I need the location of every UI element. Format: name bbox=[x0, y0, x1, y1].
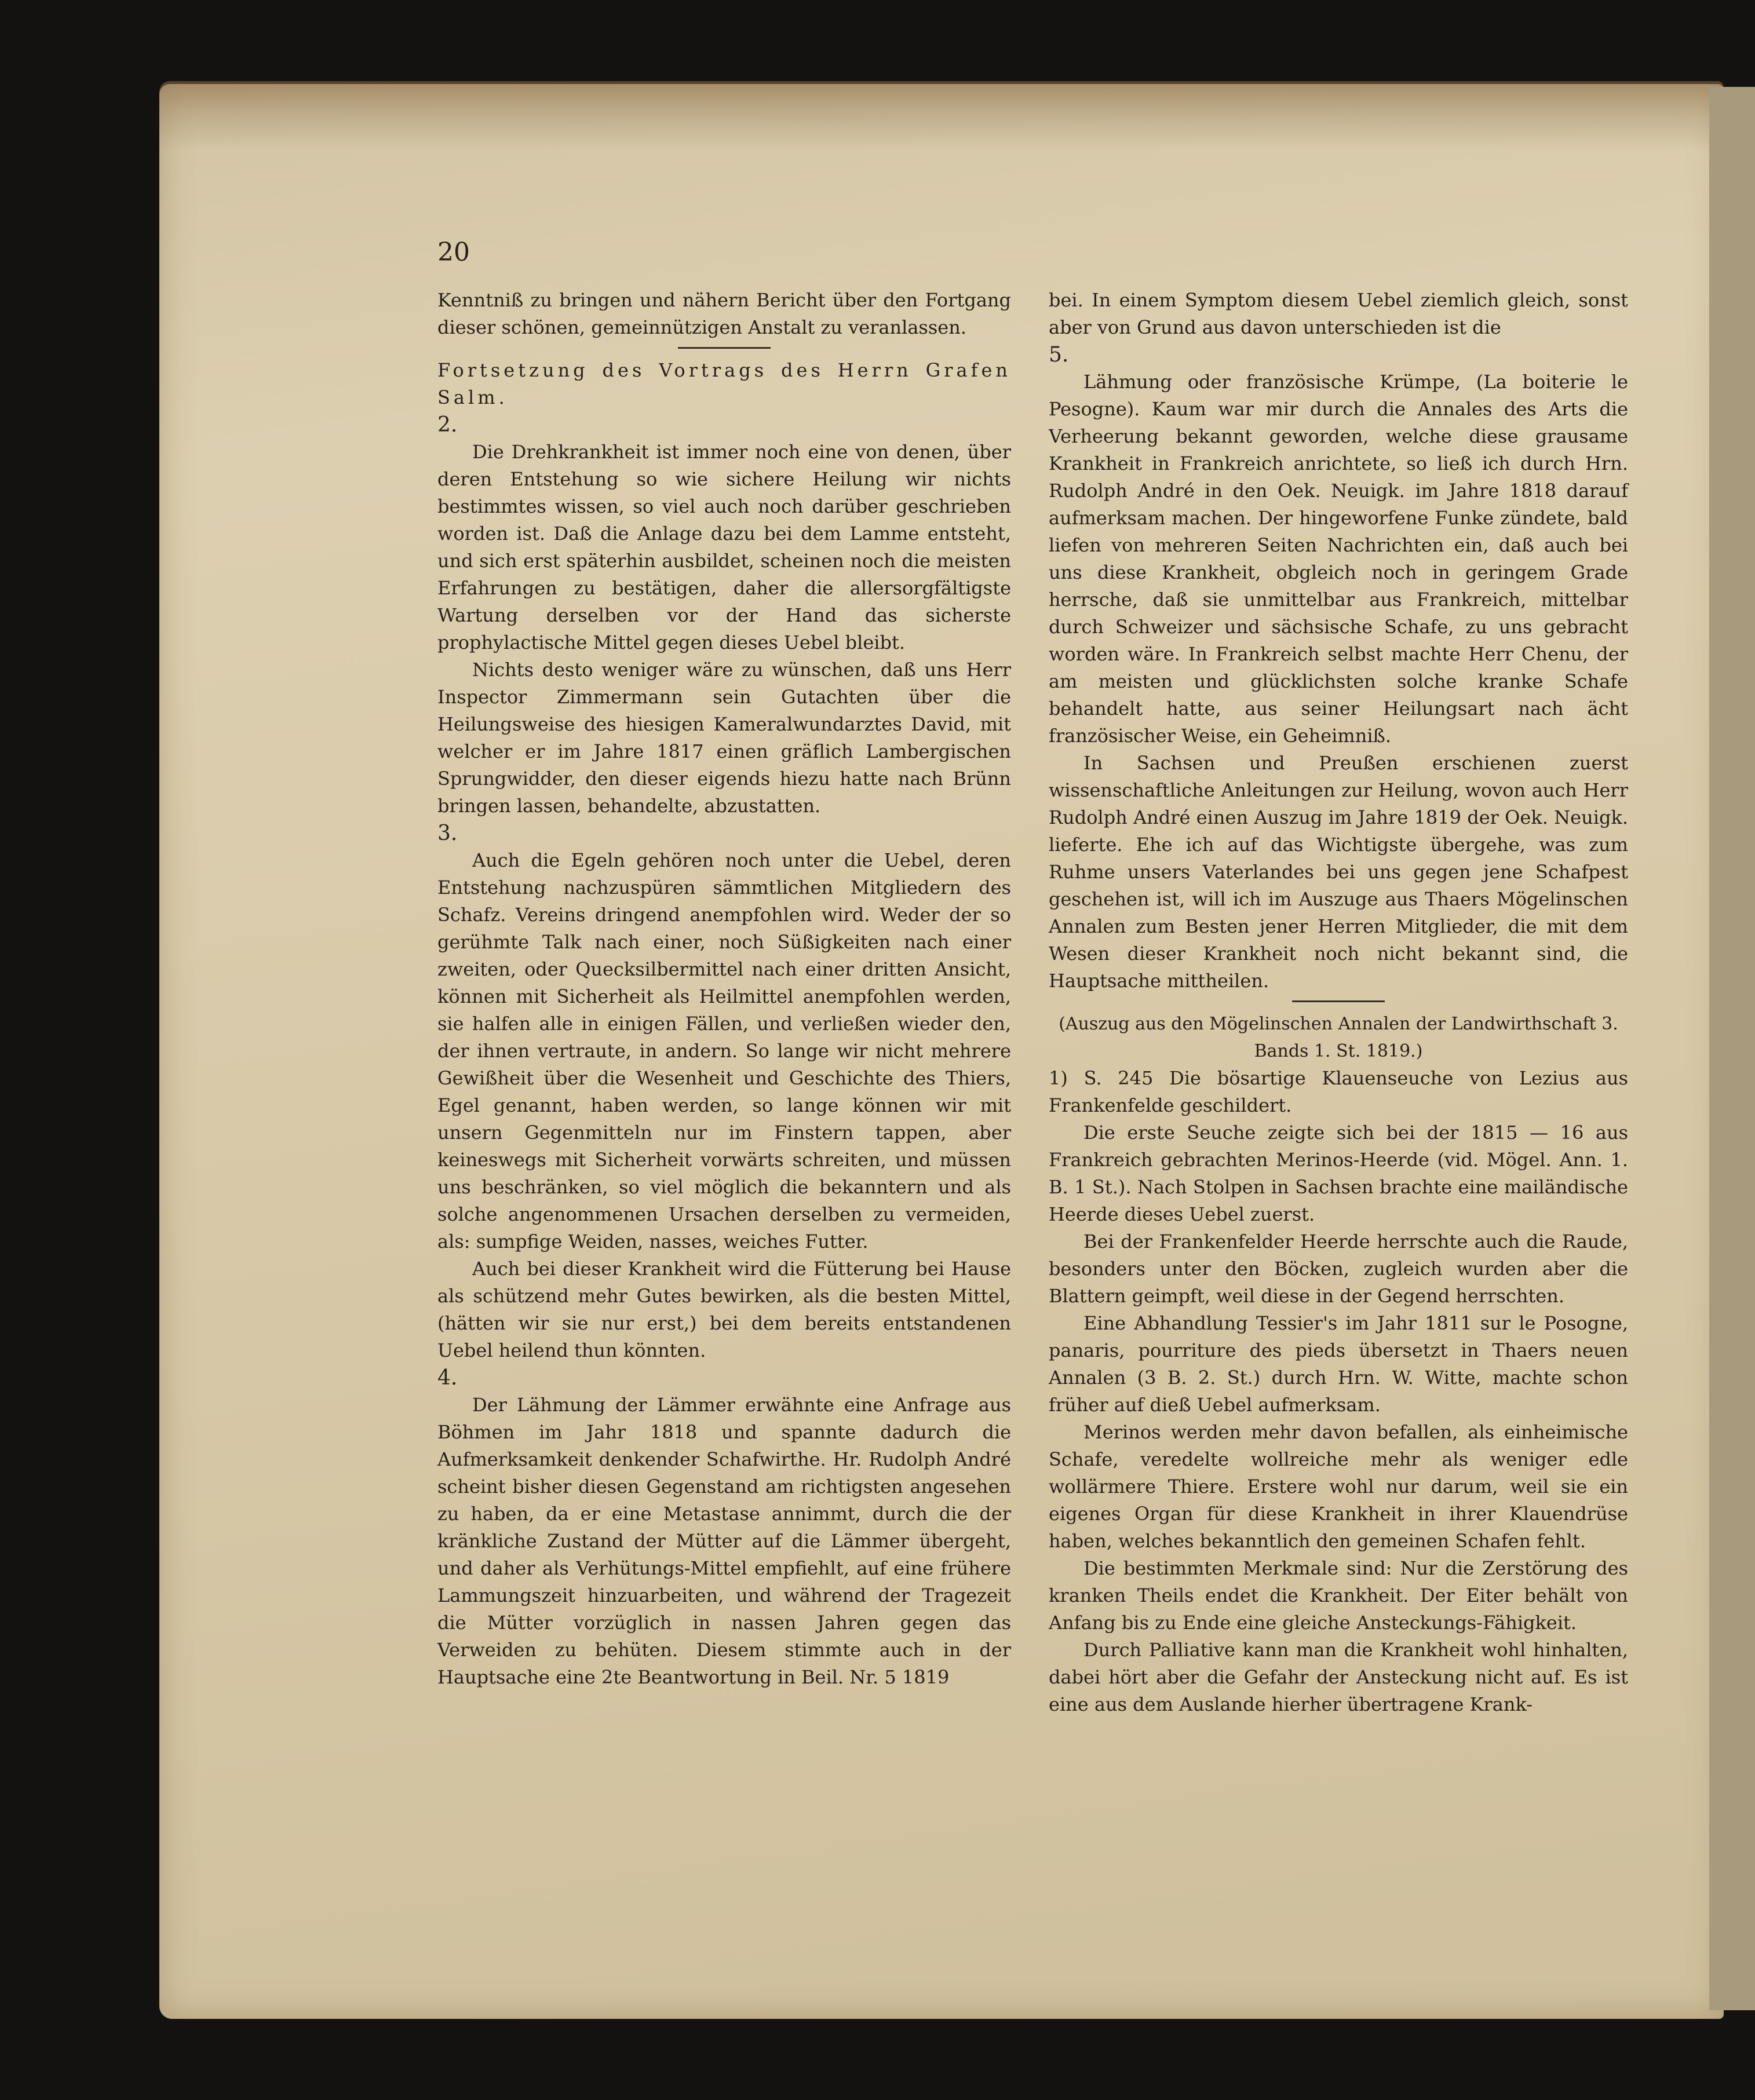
paragraph: Bei der Frankenfelder Heerde herrschte auch die Raude, besonders unter den Böcken, zugleich wurden aber die Blattern geimpft, weil diese in der Gegend herrschten. bbox=[1049, 1230, 1628, 1307]
paragraph: Merinos werden mehr davon befallen, als einheimische Schafe, veredelte wollreiche mehr als weniger edle wollärmere Thiere. Erstere wohl nur darum, weil sie ein eigenes Organ für diese Krankheit in ihrer Klauendrüse haben, welches bekanntlich den gemeinen Schafen fehlt. bbox=[1049, 1421, 1628, 1552]
paragraph: Eine Abhandlung Tessier's im Jahr 1811 sur le Posogne, panaris, pourriture des pieds übersetzt in Thaers neuen Annalen (3 B. 2. St.) durch Hrn. W. Witte, machte schon früher auf dieß Uebel aufmerksam. bbox=[1049, 1312, 1628, 1416]
facing-page-edge bbox=[1709, 87, 1755, 2010]
source-citation: (Auszug aus den Mögelinschen Annalen der Landwirthschaft 3. Bands 1. St. 1819.) bbox=[1059, 1014, 1618, 1061]
section-number: 3. bbox=[437, 821, 458, 845]
section-number: 2. bbox=[437, 413, 458, 437]
paragraph: Nichts desto weniger wäre zu wünschen, daß uns Herr Inspector Zimmermann sein Gutachten über die Heilungsweise des hiesigen Kameralwundarztes David, mit welcher er im Jahre 1817 einen gräflich Lambergischen Sprungwidder, den dieser eigends hiezu hatte nach Brünn bringen lassen, behandelte, abzustatten. bbox=[437, 659, 1011, 817]
section-number: 5. bbox=[1049, 343, 1069, 367]
page-stain bbox=[159, 81, 1724, 151]
left-text-column bbox=[437, 287, 1011, 1691]
paragraph: Die bestimmten Merkmale sind: Nur die Zerstörung des kranken Theils endet die Krankheit. Der Eiter behält von Anfang bis zu Ende eine gleiche Ansteckungs-Fähigkeit. bbox=[1049, 1557, 1628, 1634]
text-line: 1) S. 245 Die bösartige Klauenseuche von Lezius aus Frankenfelde geschildert. bbox=[1049, 1067, 1628, 1116]
text-line: bei. In einem Symptom diesem Uebel ziemlich gleich, sonst aber von Grund aus davon unterschieden ist die bbox=[1049, 289, 1628, 338]
paragraph: Auch bei dieser Krankheit wird die Fütterung bei Hause als schützend mehr Gutes bewirken, als die besten Mittel, (hätten wir sie nur erst,) bei dem bereits entstandenen Uebel heilend thun könnten. bbox=[437, 1258, 1011, 1361]
paragraph: In Sachsen und Preußen erschienen zuerst wissenschaftliche Anleitungen zur Heilung, wovon auch Herr Rudolph André einen Auszug im Jahre 1819 der Oek. Neuigk. lieferte. Ehe ich auf das Wichtigste übergehe, was zum Ruhme unsers Vaterlandes bei uns gegen jene Schafpest geschehen ist, will ich im Auszuge aus Thaers Mögelinschen Annalen zum Besten jener Herren Mitglieder, die mit dem Wesen dieser Krankheit noch nicht bekannt sind, die Hauptsache mittheilen. bbox=[1049, 752, 1628, 992]
paragraph: Lähmung oder französische Krümpe, (La boiterie le Pesogne). Kaum war mir durch die Annales des Arts die Verheerung bekannt geworden, welche diese grausame Krankheit in Frankreich anrichtete, so ließ ich durch Hrn. Rudolph André in den Oek. Neuigk. im Jahre 1818 darauf aufmerksam machen. Der hingeworfene Funke zündete, bald liefen von mehreren Seiten Nachrichten ein, daß auch bei uns diese Krankheit, obgleich noch in geringem Grade herrsche, daß sie unmittelbar aus Frankreich, mittelbar durch Schweizer und sächsische Schafe, zu uns gebracht worden wäre. In Frankreich selbst machte Herr Chenu, der am meisten und glücklichsten solche kranke Schafe behandelt hatte, aus seiner Heilungsart nach ächt französischer Weise, ein Geheimniß. bbox=[1049, 371, 1628, 747]
section-heading: Fortsetzung des Vortrags des Herrn Grafen Salm. bbox=[437, 359, 1011, 408]
separator-rule bbox=[678, 347, 771, 349]
paragraph: Die Drehkrankheit ist immer noch eine von denen, über deren Entstehung so wie sichere Heilung wir nichts bestimmtes wissen, so viel auch noch darüber geschrieben worden ist. Daß die Anlage dazu bei dem Lamme entsteht, und sich erst späterhin ausbildet, scheinen noch die meisten Erfahrungen zu bestätigen, daher die allersorgfältigste Wartung derselben vor der Hand das sicherste prophylactische Mittel gegen dieses Uebel bleibt. bbox=[437, 441, 1011, 653]
paragraph: Die erste Seuche zeigte sich bei der 1815 — 16 aus Frankreich gebrachten Merinos-Heerde (vid. Mögel. Ann. 1. B. 1 St.). Nach Stolpen in Sachsen brachte eine mailändische Heerde dieses Uebel zuerst. bbox=[1049, 1122, 1628, 1225]
separator-rule bbox=[1292, 1000, 1385, 1002]
right-text-column bbox=[1049, 287, 1628, 1718]
text-line: Kenntniß zu bringen und nähern Bericht über den Fortgang dieser schönen, gemeinnützigen Anstalt zu veranlassen. bbox=[437, 289, 1011, 338]
section-number: 4. bbox=[437, 1366, 458, 1390]
paragraph: Der Lähmung der Lämmer erwähnte eine Anfrage aus Böhmen im Jahr 1818 und spannte dadurch die Aufmerksamkeit denkender Schafwirthe. Hr. Rudolph André scheint bisher diesen Gegenstand am richtigsten angesehen zu haben, da er eine Metastase annimmt, durch die der kränkliche Zustand der Mütter auf die Lämmer übergeht, und daher als Verhütungs-Mittel empfiehlt, auf eine frühere Lammungszeit hinzuarbeiten, und während der Tragezeit die Mütter vorzüglich in nassen Jahren gegen das Verweiden zu behüten. Diesem stimmte auch in der Hauptsache eine 2te Beantwortung in Beil. Nr. 5 1819 bbox=[437, 1394, 1011, 1688]
page-number: 20 bbox=[437, 238, 470, 267]
paragraph: Durch Palliative kann man die Krankheit wohl hinhalten, dabei hört aber die Gefahr der Ansteckung nicht auf. Es ist eine aus dem Auslande hierher übertragene Krank- bbox=[1049, 1639, 1628, 1715]
paragraph: Auch die Egeln gehören noch unter die Uebel, deren Entstehung nachzuspüren sämmtlichen Mitgliedern des Schafz. Vereins dringend anempfohlen wird. Weder der so gerühmte Talk nach einer, noch Süßigkeiten nach einer zweiten, oder Quecksilbermittel nach einer dritten Ansicht, können mit Sicherheit als Heilmittel anempfohlen werden, sie halfen alle in einigen Fällen, und verließen wieder den, der ihnen vertraute, in andern. So lange wir nicht mehrere Gewißheit über die Wesenheit und Geschichte des Thiers, Egel genannt, haben werden, so lange können wir mit unsern Gegenmitteln nur im Finstern tappen, aber keineswegs mit Sicherheit vorwärts schreiten, und müssen uns beschränken, so viel möglich die bekanntern und als solche angenommenen Ursachen derselben zu vermeiden, als: sumpfige Weiden, nasses, weiches Futter. bbox=[437, 849, 1011, 1252]
